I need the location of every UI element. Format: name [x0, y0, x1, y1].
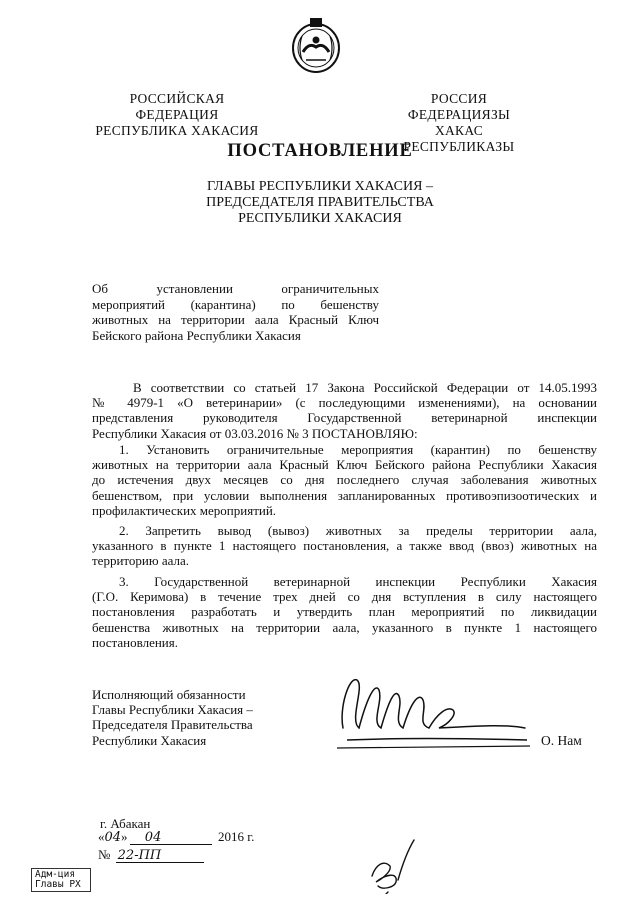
header-right-line1: РОССИЯ ФЕДЕРАЦИЯЗЫ: [407, 91, 511, 122]
header-right-line2: ХАКАС РЕСПУБЛИКАЗЫ: [403, 123, 515, 154]
signature-line2: Главы Республики Хакасия –: [92, 702, 253, 718]
header-left: [92, 91, 262, 139]
p1-line5: профилактических мероприятий.: [92, 502, 277, 518]
subtitle-line2: ПРЕДСЕДАТЕЛЯ ПРАВИТЕЛЬСТВА: [206, 195, 434, 210]
p3-line4: бешенства животных на территории аала, указанного в пункте 1 настоящего: [92, 619, 597, 635]
body-paragraph-2: [92, 523, 597, 569]
signature-line1: Исполняющий обязанности: [92, 687, 246, 702]
signature-icon: [335, 668, 530, 750]
date-close-quote: »: [121, 829, 128, 844]
subject-line1: Об установлении ограничительных: [92, 281, 379, 296]
subtitle-line1: ГЛАВЫ РЕСПУБЛИКИ ХАКАСИЯ –: [207, 179, 433, 194]
registration-stamp: [31, 868, 91, 892]
number-underline: [116, 862, 204, 863]
p3-line2: (Г.О. Керимова) в течение трех дней со дня вступления в силу настоящего: [92, 589, 597, 605]
intro-line1: В соответствии со статьей 17 Закона Российской Федерации от 14.05.1993: [133, 380, 597, 395]
number-value: 22-ПП: [117, 848, 162, 863]
document-subject: [92, 281, 379, 343]
header-left-line2: РЕСПУБЛИКА ХАКАСИЯ: [95, 123, 259, 138]
date-open-quote: «: [98, 829, 105, 844]
emblem-icon: [290, 16, 342, 74]
signature-line3: Председателя Правительства: [92, 717, 253, 733]
intro-line2: № 4979-1 «О ветеринарии» (с последующими изменениями), на основании: [92, 395, 597, 411]
subject-line4: Бейского района Республики Хакасия: [92, 327, 301, 343]
subject-line3: животных на территории аала Красный Ключ: [92, 312, 379, 327]
footer-date: [98, 829, 268, 847]
p2-line2: указанного в пункте 1 настоящего постановления, а также ввод (ввоз) животных на: [92, 538, 597, 554]
document-subtitle: [0, 179, 640, 227]
date-day: 04: [104, 830, 122, 845]
signature-line4: Республики Хакасия: [92, 732, 207, 748]
p3-line3: постановления разработать и утвердить план мероприятий по ликвидации: [92, 604, 597, 620]
p1-line2: животных на территории аала Красный Ключ Бейского района Республики Хакасия: [92, 457, 597, 473]
p2-line1: 2. Запретить вывод (вывоз) животных за пределы территории аала,: [119, 523, 597, 538]
stamp-line2: Главы РХ: [35, 879, 81, 890]
p1-line4: бешенством, при условии выполнения запланированных противоэпизоотических и: [92, 487, 597, 503]
body-intro: [92, 380, 597, 441]
intro-line4: Республики Хакасия от 03.03.2016 № 3 ПОСТАНОВЛЯЮ:: [92, 425, 418, 441]
footer-number: [98, 847, 208, 865]
footer-city: г. Абакан: [100, 816, 151, 831]
p1-line3: до истечения двух месяцев со дня последнего случая заболевания животных: [92, 472, 597, 488]
document-title: ПОСТАНОВЛЕНИЕ: [227, 141, 413, 161]
p3-line5: постановления.: [92, 634, 178, 650]
subtitle-line3: РЕСПУБЛИКИ ХАКАСИЯ: [238, 211, 402, 226]
signature-block: [92, 687, 312, 748]
p3-line1: 3. Государственной ветеринарной инспекции Республики Хакасия: [119, 574, 597, 589]
signatory-name: О. Нам: [541, 733, 582, 748]
p1-line1: 1. Установить ограничительные мероприятия (карантин) по бешенству: [119, 442, 597, 457]
header-left-line1: РОССИЙСКАЯ ФЕДЕРАЦИЯ: [129, 91, 225, 122]
date-year: 2016 г.: [218, 829, 255, 844]
date-month: 04: [144, 830, 162, 845]
initials-icon: [368, 836, 416, 894]
p2-line3: территорию аала.: [92, 553, 189, 569]
date-underline: [130, 844, 212, 845]
intro-line3: представления руководителя Государственной ветеринарной инспекции: [92, 410, 597, 426]
subject-line2: мероприятий (карантина) по бешенству: [92, 296, 379, 312]
number-prefix: №: [98, 847, 111, 862]
body-paragraph-1: [92, 442, 597, 518]
body-paragraph-3: [92, 574, 597, 650]
stamp-line1: Адм-ция: [35, 869, 76, 880]
